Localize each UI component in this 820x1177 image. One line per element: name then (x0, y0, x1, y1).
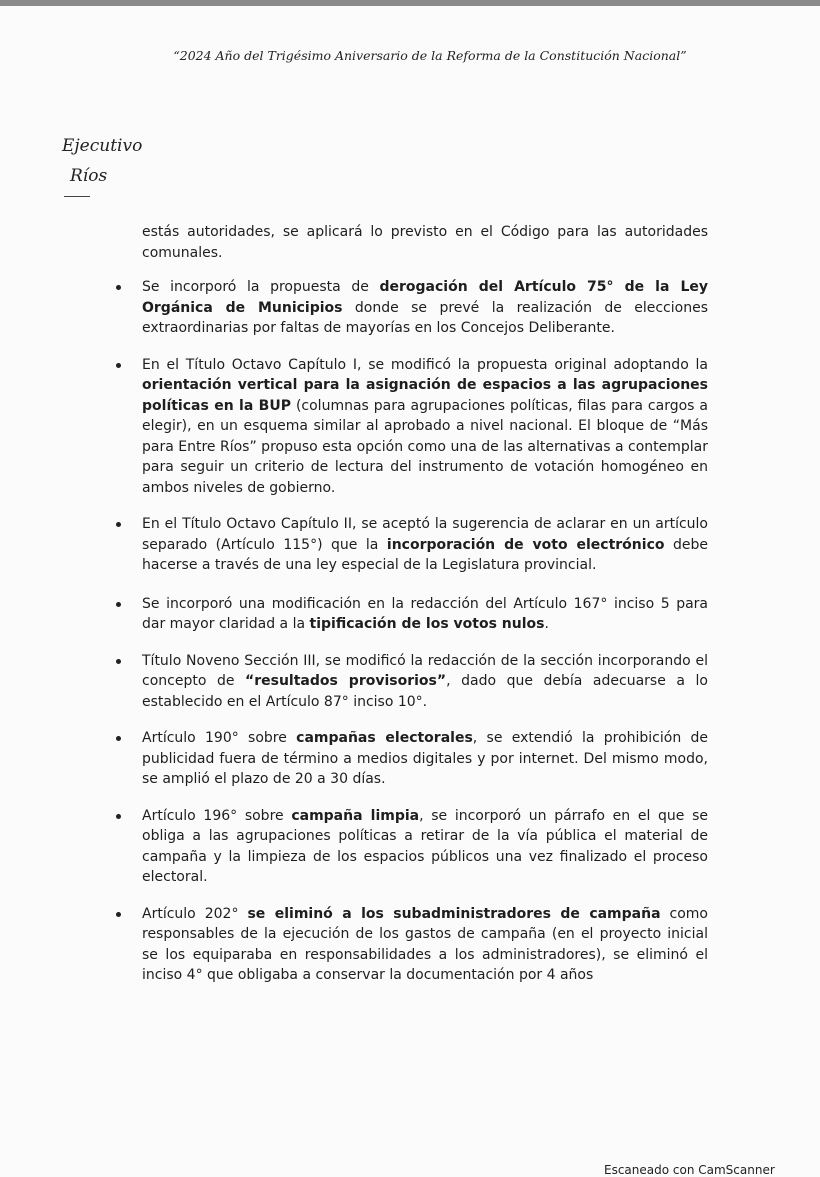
bullet-item (116, 806, 708, 888)
bullet-text-bold: “resultados provisorios” (245, 673, 447, 689)
bullet-text: como responsables de la ejecución de los gastos de campaña (en el proyecto inicial se los equiparaba en responsabilidades a los administradores), se eliminó el inciso 4° que obligaba a conservar la documentación por 4 años (142, 905, 708, 983)
bullet-item (116, 728, 708, 790)
bullet-text-bold: campaña limpia (291, 807, 420, 824)
bullet-text-bold: campañas electorales (296, 730, 473, 746)
bullet-text: donde se prevé la realización de elecciones extraordinarias por faltas de mayorías en los Concejos Deliberante. (142, 299, 708, 336)
bullet-text-bold: orientación vertical para la asignación de espacios a las agrupaciones políticas en la BUP (142, 377, 708, 414)
bullet-text: Artículo 190° sobre (142, 730, 297, 746)
bullet-text: debe hacerse a través de una ley especial de la Legislatura provincial. (142, 536, 708, 573)
bullet-text: (columnas para agrupaciones políticas, filas para cargos a elegir), en un esquema similar al aprobado a nivel nacional. El bloque de “Más para Entre Ríos” propuso esta opción como una de las alternativas a contemplar para seguir un criterio de lectura del instrumento de votación homogéneo en ambos niveles de gobierno. (142, 397, 708, 496)
bullet-text-bold: se eliminó a los subadministradores de campaña (247, 905, 661, 922)
bullet-text: En el Título Octavo Capítulo I, se modificó la propuesta original adoptando la (142, 356, 708, 373)
bullet-text: Se incorporó la propuesta de (142, 279, 380, 295)
bullet-item (116, 904, 708, 986)
bullet-text: En el Título Octavo Capítulo II, se aceptó la sugerencia de aclarar en un artículo separado (Artículo 115°) que la (142, 516, 708, 553)
bullet-text: , se extendió la prohibición de publicidad fuera de término a medios digitales y por internet. Del mismo modo, se amplió el plazo de 20 a 30 días. (142, 730, 708, 787)
header-motto: “2024 Año del Trigésimo Aniversario de la Reforma de la Constitución Nacional” (173, 48, 687, 63)
logo-line-2: Ríos (70, 166, 108, 186)
ejecutivo-rios-logo (62, 130, 152, 210)
bullet-item (116, 514, 708, 576)
bullet-text: Título Noveno Sección III, se modificó la redacción de la sección incorporando el concepto de (142, 652, 708, 689)
bullet-text: Se incorporó una modificación en la redacción del Artículo 167° inciso 5 para dar mayor claridad a la (142, 595, 708, 632)
logo-underline (64, 196, 90, 197)
bullet-text: Artículo 202° (142, 905, 248, 922)
bullet-item (116, 277, 708, 339)
bullet-text-bold: tipificación de los votos nulos (309, 616, 545, 632)
logo-line-1: Ejecutivo (62, 136, 143, 156)
scanner-watermark: Escaneado con CamScanner (604, 1163, 775, 1177)
bullet-text: , se incorporó un párrafo en el que se obliga a las agrupaciones políticas a retirar de la vía pública el material de campaña y la limpieza de los espacios públicos una vez finalizado el proceso electoral. (142, 807, 709, 885)
bullet-text-bold: incorporación de voto electrónico (386, 536, 665, 553)
intro-paragraph: estás autoridades, se aplicará lo previsto en el Código para las autoridades comunales. (142, 224, 708, 261)
bullet-text: . (544, 616, 549, 632)
bullet-item (116, 355, 708, 499)
bullet-item (116, 651, 708, 713)
bullet-text: Artículo 196° sobre (142, 807, 292, 824)
document-body (116, 222, 708, 986)
top-border (0, 0, 820, 6)
bullet-item (116, 594, 708, 635)
bullet-text-bold: derogación del Artículo 75° de la Ley Orgánica de Municipios (142, 279, 708, 316)
changes-list (116, 277, 708, 986)
bullet-text: , dado que debía adecuarse a lo establecido en el Artículo 87° inciso 10°. (142, 673, 708, 710)
